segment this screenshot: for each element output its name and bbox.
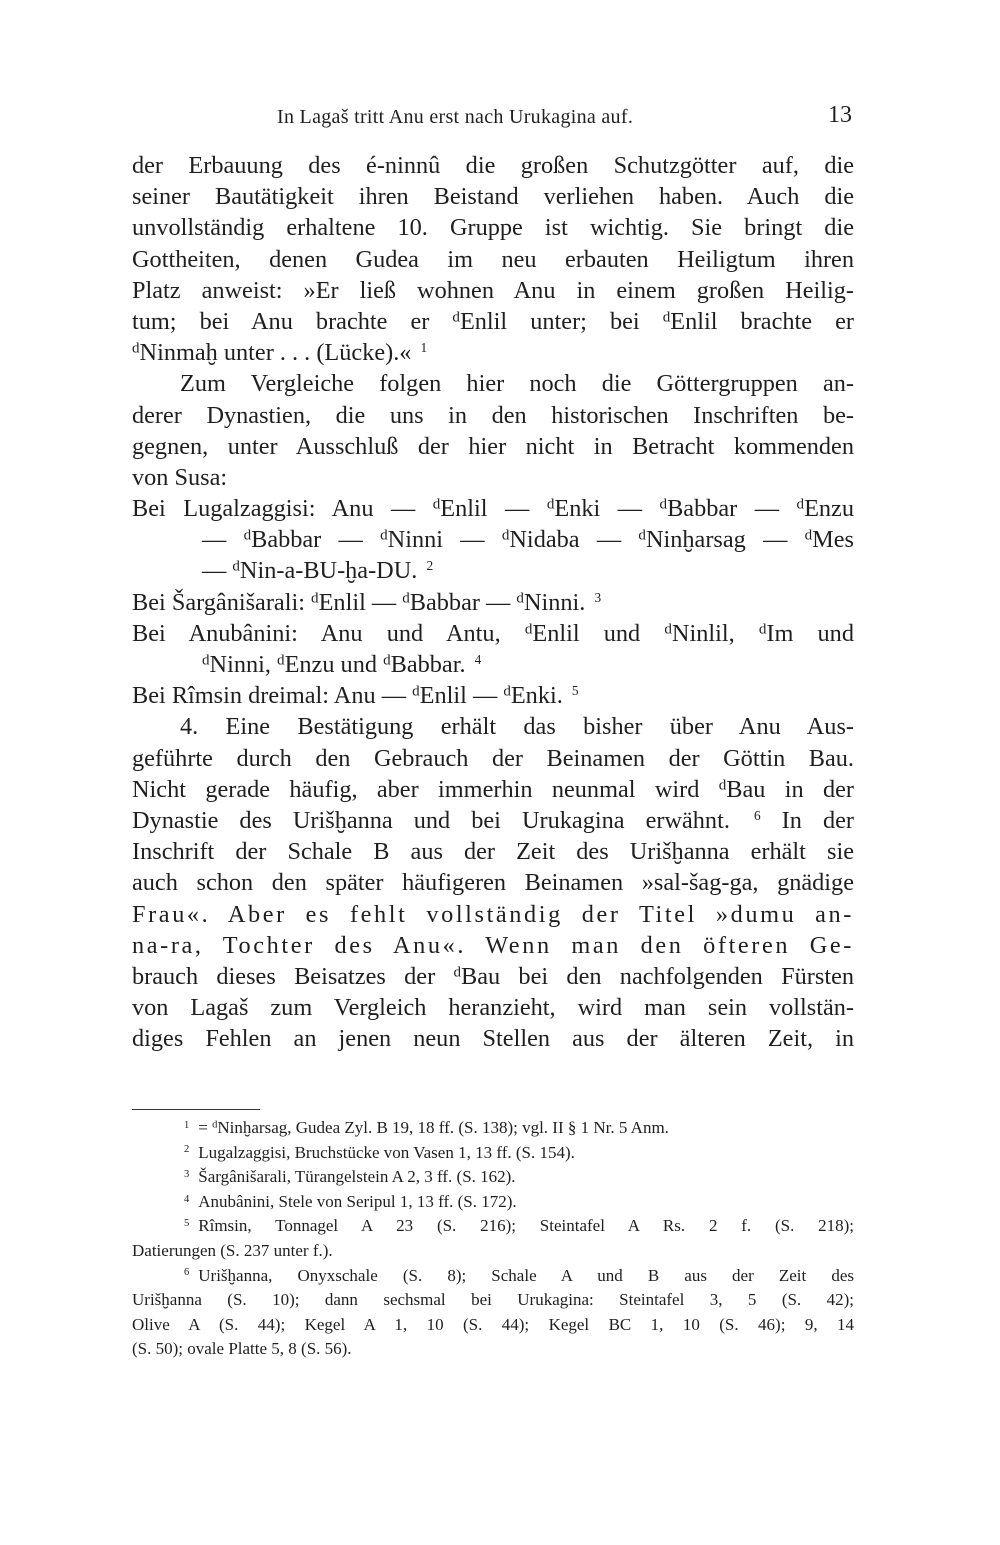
footnote-text: Urišḫanna, Onyxschale (S. 8); Schale A und B aus der Zeit des bbox=[198, 1265, 854, 1285]
footnote-text: Urišḫanna (S. 10); dann sechsmal bei Urukagina: Steintafel 3, 5 (S. 42); bbox=[132, 1290, 854, 1310]
body-line: Inschrift der Schale B aus der Zeit des Urišḫanna erhält sie bbox=[132, 838, 854, 866]
body-line: von Lagaš zum Vergleich heranzieht, wird man sein vollstän- bbox=[132, 994, 854, 1022]
body-line: Nicht gerade häufig, aber immerhin neunmal wird $^d$Bau in der bbox=[132, 775, 854, 803]
page-header bbox=[132, 102, 854, 136]
footnote-line bbox=[132, 1239, 854, 1264]
body-line: diges Fehlen an jenen neun Stellen aus der älteren Zeit, in bbox=[132, 1025, 854, 1053]
running-title: In Lagaš tritt Anu erst nach Urukagina auf. bbox=[277, 106, 634, 128]
body-line: derer Dynastien, die uns in den historischen Inschriften be- bbox=[132, 401, 854, 429]
body-line: geführte durch den Gebrauch der Beinamen der Göttin Bau. bbox=[132, 744, 854, 772]
body-line: Bei Rîmsin dreimal: Anu — $^d$Enlil — $^d$Enki. $^5$ bbox=[132, 682, 579, 710]
body-line: 4. Eine Bestätigung erhält das bisher über Anu Aus- bbox=[180, 713, 854, 741]
footnote-text: Olive A (S. 44); Kegel A 1, 10 (S. 44); Kegel BC 1, 10 (S. 46); 9, 14 bbox=[132, 1314, 854, 1334]
body-line: $^d$Ninni, $^d$Enzu und $^d$Babbar. $^4$ bbox=[202, 651, 482, 678]
footnotes bbox=[132, 1116, 854, 1362]
footnote-line bbox=[132, 1116, 854, 1141]
body-line: unvollständig erhaltene 10. Gruppe ist wichtig. Sie bringt die bbox=[132, 214, 854, 242]
body-line: von Susa: bbox=[132, 463, 228, 491]
body-line: Bei Anubânini: Anu und Antu, $^d$Enlil und $^d$Ninlil, $^d$Im und bbox=[132, 619, 854, 647]
body-line: $^d$Ninmaḫ unter . . . (Lücke).« $^1$ bbox=[132, 339, 428, 367]
footnote-number: 3 bbox=[184, 1168, 190, 1180]
footnote-text: Šargânišarali, Türangelstein A 2, 3 ff. (S. 162). bbox=[198, 1167, 516, 1187]
body-line: — $^d$Babbar — $^d$Ninni — $^d$Nidaba — $^d$Ninḫarsag — $^d$Mes bbox=[202, 526, 855, 554]
footnote-line bbox=[132, 1337, 854, 1362]
footnote-number: 4 bbox=[184, 1193, 190, 1205]
footnote-text: Lugalzaggisi, Bruchstücke von Vasen 1, 13 ff. (S. 154). bbox=[198, 1142, 575, 1162]
page-number: 13 bbox=[828, 102, 852, 128]
body-line: Dynastie des Urišḫanna und bei Urukagina erwähnt. $^6$ In der bbox=[132, 806, 854, 834]
body-line: Bei Šargânišarali: $^d$Enlil — $^d$Babbar — $^d$Ninni. $^3$ bbox=[132, 588, 602, 616]
footnote-line bbox=[132, 1288, 854, 1313]
body-line: — $^d$Nin-a-BU-ḫa-DU. $^2$ bbox=[202, 557, 434, 585]
body-line: seiner Bautätigkeit ihren Beistand verliehen haben. Auch die bbox=[132, 183, 854, 211]
footnote-line bbox=[132, 1313, 854, 1338]
footnote-number: 1 bbox=[184, 1119, 190, 1131]
footnote-rule bbox=[132, 1109, 260, 1110]
footnote-line bbox=[132, 1214, 854, 1239]
body-line: Frau«. Aber es fehlt vollständig der Titel »dumu an- bbox=[132, 900, 854, 928]
footnote-text: = $^d$Ninḫarsag, Gudea Zyl. B 19, 18 ff. (S. 138); vgl. II § 1 Nr. 5 Anm. bbox=[198, 1118, 669, 1137]
body-line: Platz anweist: »Er ließ wohnen Anu in einem großen Heilig- bbox=[132, 276, 854, 304]
footnote-number: 5 bbox=[184, 1218, 190, 1230]
footnote-text: Anubânini, Stele von Seripul 1, 13 ff. (S. 172). bbox=[198, 1191, 517, 1211]
footnote-line bbox=[132, 1190, 854, 1215]
body-line: Zum Vergleiche folgen hier noch die Göttergruppen an- bbox=[180, 370, 854, 398]
footnote-text: Rîmsin, Tonnagel A 23 (S. 216); Steintafel A Rs. 2 f. (S. 218); bbox=[198, 1216, 854, 1236]
footnote-number: 2 bbox=[184, 1144, 190, 1156]
body-text bbox=[132, 150, 854, 1054]
footnote-text: Datierungen (S. 237 unter f.). bbox=[132, 1240, 333, 1260]
body-line: brauch dieses Beisatzes der $^d$Bau bei den nachfolgenden Fürsten bbox=[132, 962, 855, 990]
body-line: auch schon den später häufigeren Beinamen »sal-šag-ga, gnädige bbox=[132, 869, 854, 897]
body-line: Bei Lugalzaggisi: Anu — $^d$Enlil — $^d$Enki — $^d$Babbar — $^d$Enzu bbox=[132, 495, 854, 523]
footnote-line bbox=[132, 1264, 854, 1289]
body-line: gegnen, unter Ausschluß der hier nicht in Betracht kommenden bbox=[132, 432, 854, 460]
footnote-number: 6 bbox=[184, 1267, 190, 1279]
footnote-text: (S. 50); ovale Platte 5, 8 (S. 56). bbox=[132, 1339, 352, 1359]
footnote-line bbox=[132, 1165, 854, 1190]
body-line: na-ra, Tochter des Anu«. Wenn man den öfteren Ge- bbox=[132, 931, 854, 959]
body-line: der Erbauung des é-ninnû die großen Schutzgötter auf, die bbox=[132, 152, 854, 179]
footnote-line bbox=[132, 1141, 854, 1166]
body-line: Gottheiten, denen Gudea im neu erbauten Heiligtum ihren bbox=[132, 245, 854, 273]
body-line: tum; bei Anu brachte er $^d$Enlil unter; bei $^d$Enlil brachte er bbox=[132, 307, 854, 335]
